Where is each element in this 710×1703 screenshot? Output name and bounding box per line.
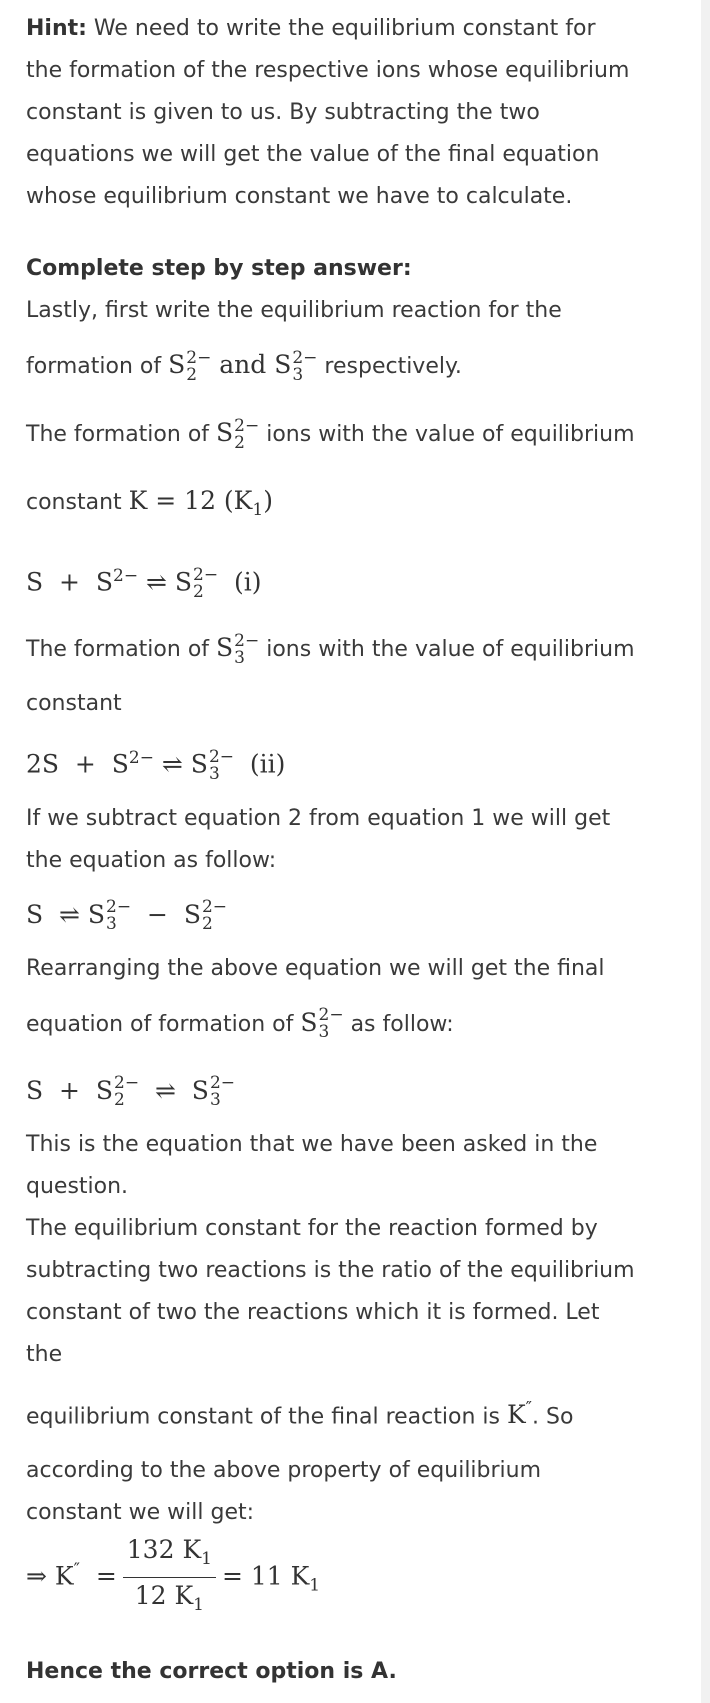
conclusion: Hence the correct option is A.: [26, 1659, 397, 1685]
equation-1: $S + S^{2-}$ ⇌ S 2− 2 (i): [26, 564, 262, 602]
asked-equation-text: This is the equation that we have been asked in the question.: [26, 1131, 598, 1199]
answer-intro: Lastly, first write the equilibrium reaction for the: [26, 298, 562, 323]
solution-content: [26, 0, 636, 1693]
equation-final: S + S 2− 2 ⇌ S 2− 3: [26, 1073, 235, 1111]
scrollbar[interactable]: [701, 0, 710, 1703]
s2-ion-formula: S 2− 2: [168, 347, 212, 385]
hint-text: We need to write the equilibrium constant for the formation of the respective ions whose equilibrium constant is given to us. By subtracting the two equations we will get the value of the final equation whose equilibrium constant we have to calculate.: [26, 16, 630, 209]
rearrange-text: Rearranging the above equation we will get the final: [26, 955, 605, 981]
hint-label: Hint:: [26, 16, 87, 41]
formation-s3-text: The formation of S 2− 3 ions with the value of equilibrium: [26, 630, 635, 668]
equation-2: $2S + S^{2-}$ ⇌ S 2− 3 (ii): [26, 747, 286, 785]
s3-ion-formula: S 2− 3: [274, 347, 318, 385]
hint-paragraph: [26, 0, 636, 218]
subtract-text: If we subtract equation 2 from equation 1 we will get the equation as follow:: [26, 805, 611, 873]
answer-heading: Complete step by step answer:: [26, 256, 412, 281]
constant-text: constant: [26, 691, 122, 717]
final-formation-text: equation of formation of S 2− 3 as follow:: [26, 1005, 454, 1043]
constant-k-line: constant K = 12 $(K_1)$: [26, 486, 273, 520]
equation-subtracted: S ⇌ S 2− 3 − S 2− 2: [26, 897, 228, 935]
final-fraction-equation: ⇒ K″ = $\frac{132 K_1}{12 K_1}$ = 11 $K_1$: [26, 1535, 321, 1616]
property-text: according to the above property of equilibrium constant we will get:: [26, 1457, 542, 1525]
ratio-explanation-text: The equilibrium constant for the reaction formed by subtracting two reactions is the ratio of the equilibrium constant of two the reactions which it is formed. Let the: [26, 1215, 635, 1367]
formation-s2-text: The formation of S 2− 2 ions with the value of equilibrium: [26, 415, 635, 453]
final-constant-text: equilibrium constant of the final reaction is K″. So: [26, 1398, 574, 1429]
formation-line: formation of S 2− 2 and S 2− 3 respectively.: [26, 347, 462, 385]
